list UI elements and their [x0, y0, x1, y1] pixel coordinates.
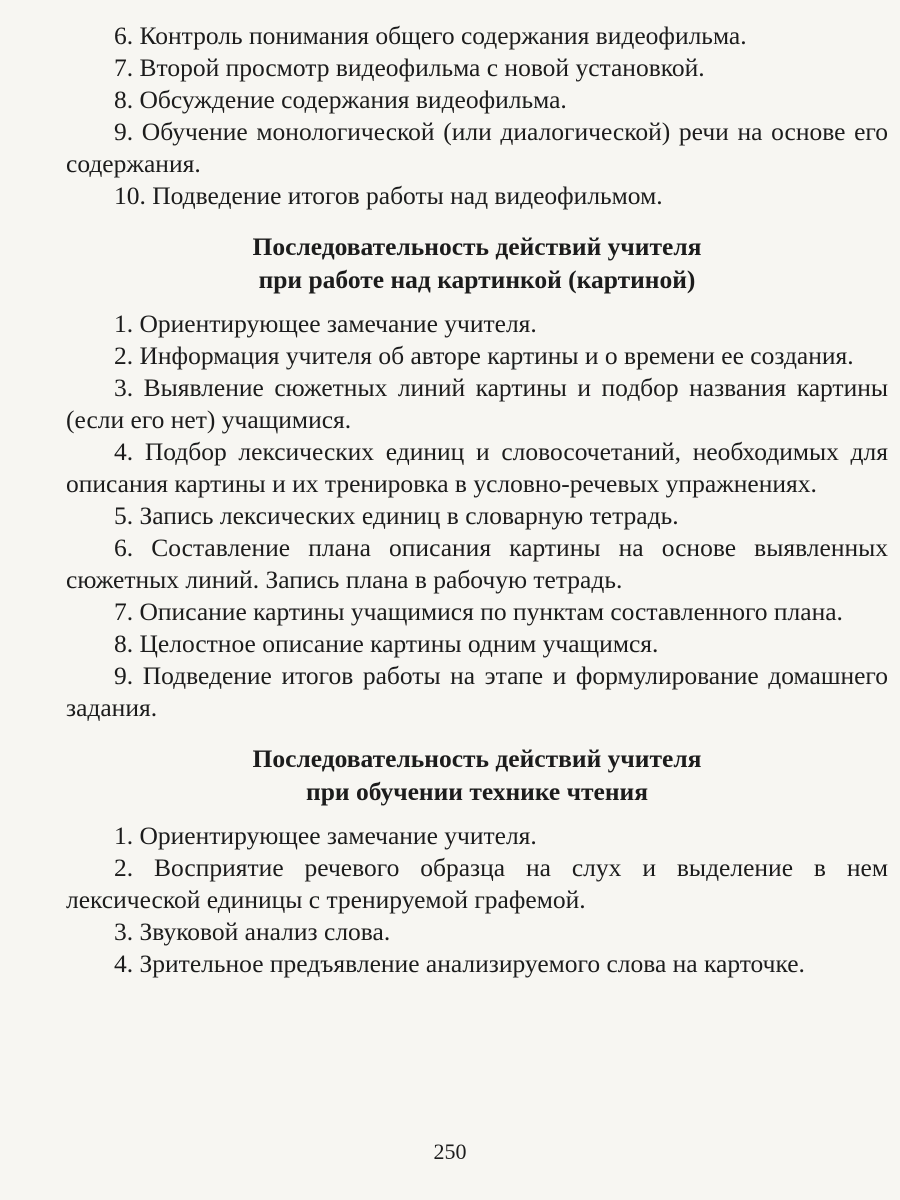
reading-steps-list: [66, 820, 888, 980]
heading-line: Последовательность действий учителя: [252, 232, 702, 261]
list-item: 9. Подведение итогов работы на этапе и формулирование домашнего задания.: [66, 661, 888, 722]
list-item: 2. Восприятие речевого образца на слух и выделение в нем лексической единицы с тренируемой графемой.: [66, 853, 888, 914]
picture-steps-list: [66, 308, 888, 724]
list-item: 7. Второй просмотр видеофильма с новой установкой.: [114, 53, 705, 82]
list-item: 3. Выявление сюжетных линий картины и подбор названия картины (если его нет) учащимися.: [66, 373, 888, 434]
page-content: [66, 20, 888, 980]
section-heading-reading: [66, 742, 888, 808]
list-item: 4. Зрительное предъявление анализируемого слова на карточке.: [114, 949, 805, 978]
list-item: 8. Обсуждение содержания видеофильма.: [114, 85, 567, 114]
heading-line: Последовательность действий учителя: [252, 744, 702, 773]
list-item: 2. Информация учителя об авторе картины и о времени ее создания.: [114, 341, 854, 370]
list-item: 6. Составление плана описания картины на основе выявленных сюжетных линий. Запись плана в рабочую тетрадь.: [66, 533, 888, 594]
list-item: 1. Ориентирующее замечание учителя.: [114, 309, 537, 338]
list-item: 1. Ориентирующее замечание учителя.: [114, 821, 537, 850]
list-item: 8. Целостное описание картины одним учащимся.: [114, 629, 659, 658]
heading-line: при обучении технике чтения: [306, 777, 648, 806]
page-number: 250: [433, 1139, 467, 1164]
list-item: 7. Описание картины учащимися по пунктам составленного плана.: [114, 597, 843, 626]
list-item: 5. Запись лексических единиц в словарную тетрадь.: [114, 501, 679, 530]
list-item: 9. Обучение монологической (или диалогической) речи на основе его содержания.: [66, 117, 888, 178]
heading-line: при работе над картинкой (картиной): [258, 265, 696, 294]
video-steps-list: [66, 20, 888, 212]
list-item: 3. Звуковой анализ слова.: [114, 917, 391, 946]
section-heading-picture: [66, 230, 888, 296]
list-item: 10. Подведение итогов работы над видеофильмом.: [114, 181, 663, 210]
list-item: 4. Подбор лексических единиц и словосочетаний, необходимых для описания картины и их тренировка в условно-речевых упражнениях.: [66, 437, 888, 498]
list-item: 6. Контроль понимания общего содержания видеофильма.: [114, 21, 747, 50]
